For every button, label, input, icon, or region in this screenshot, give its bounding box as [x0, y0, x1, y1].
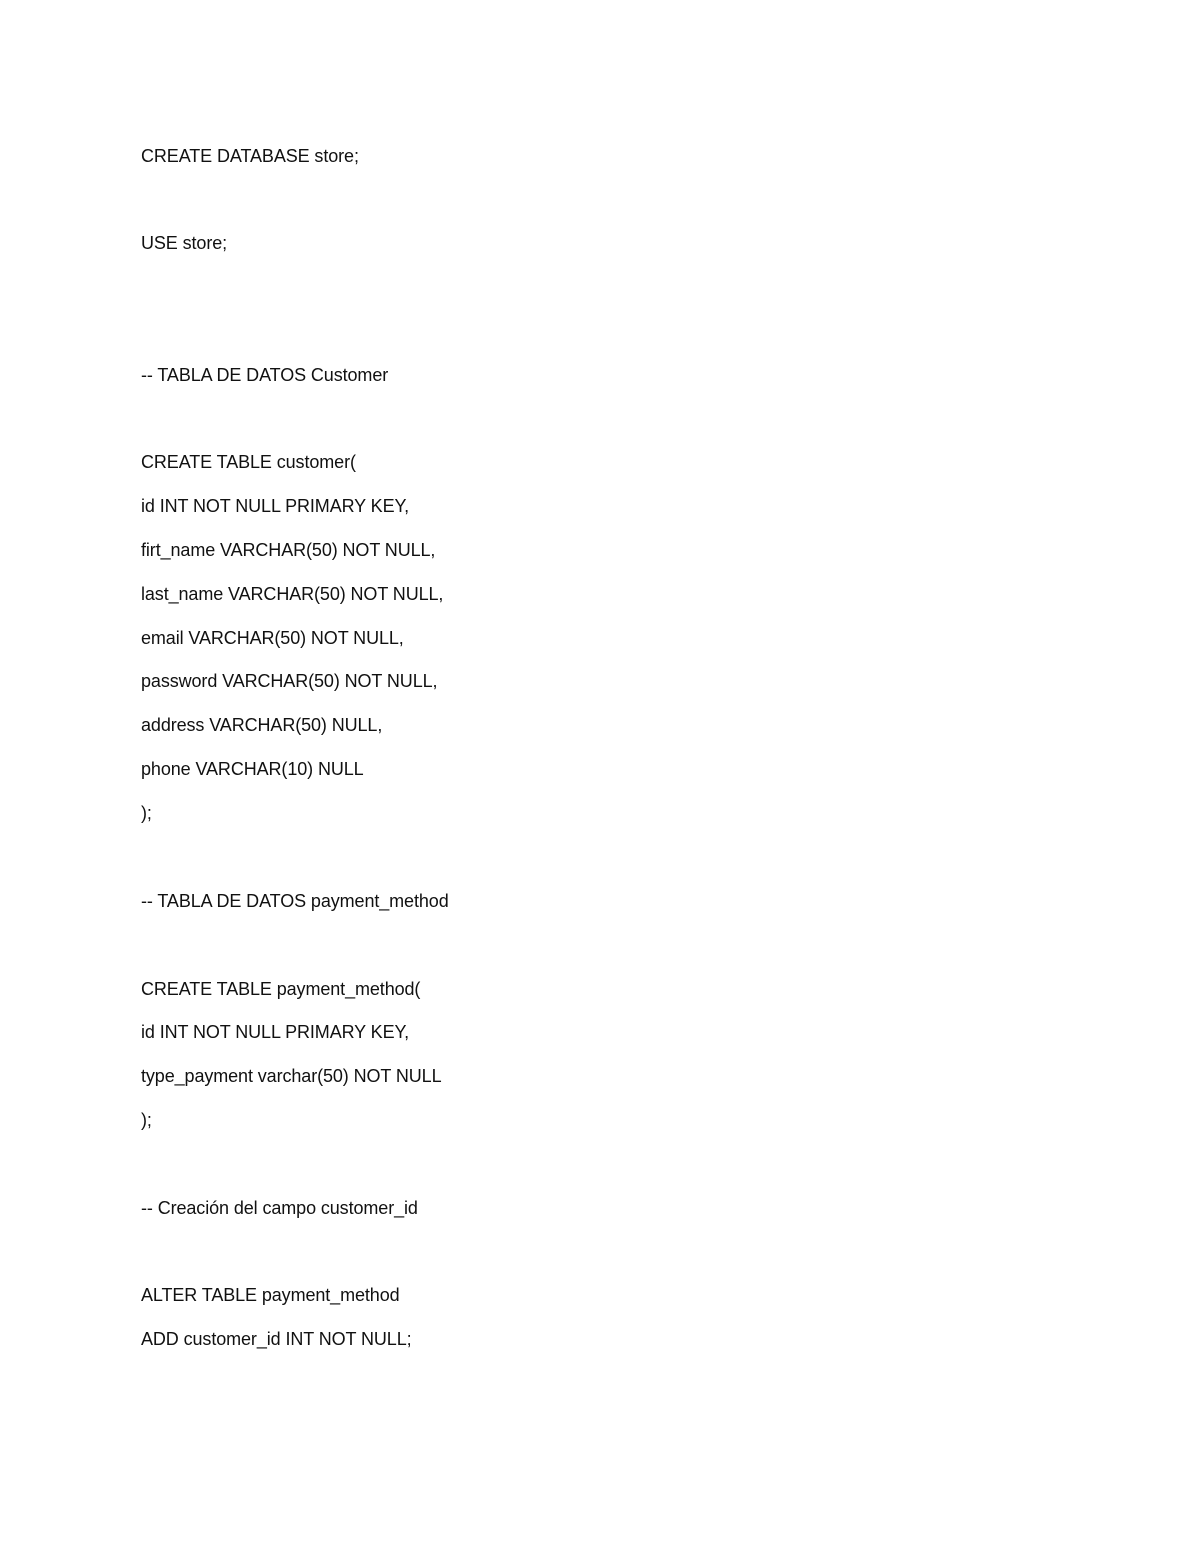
sql-line: id INT NOT NULL PRIMARY KEY,	[141, 1022, 409, 1042]
sql-comment: -- TABLA DE DATOS payment_method	[141, 891, 449, 911]
sql-line: type_payment varchar(50) NOT NULL	[141, 1066, 442, 1086]
sql-line: ALTER TABLE payment_method	[141, 1285, 400, 1305]
sql-comment: -- TABLA DE DATOS Customer	[141, 365, 389, 385]
sql-line: CREATE TABLE payment_method(	[141, 979, 421, 999]
sql-line: email VARCHAR(50) NOT NULL,	[141, 628, 404, 648]
sql-line: );	[141, 803, 152, 823]
sql-line: firt_name VARCHAR(50) NOT NULL,	[141, 540, 436, 560]
sql-line: ADD customer_id INT NOT NULL;	[141, 1329, 412, 1349]
sql-line: CREATE TABLE customer(	[141, 452, 356, 472]
sql-comment: -- Creación del campo customer_id	[141, 1198, 418, 1218]
sql-line: last_name VARCHAR(50) NOT NULL,	[141, 584, 444, 604]
sql-line: phone VARCHAR(10) NULL	[141, 759, 364, 779]
sql-line: password VARCHAR(50) NOT NULL,	[141, 671, 438, 691]
sql-line: address VARCHAR(50) NULL,	[141, 715, 383, 735]
sql-line: USE store;	[141, 233, 228, 253]
sql-line: );	[141, 1110, 152, 1130]
sql-line: id INT NOT NULL PRIMARY KEY,	[141, 496, 409, 516]
sql-line: CREATE DATABASE store;	[141, 146, 359, 166]
